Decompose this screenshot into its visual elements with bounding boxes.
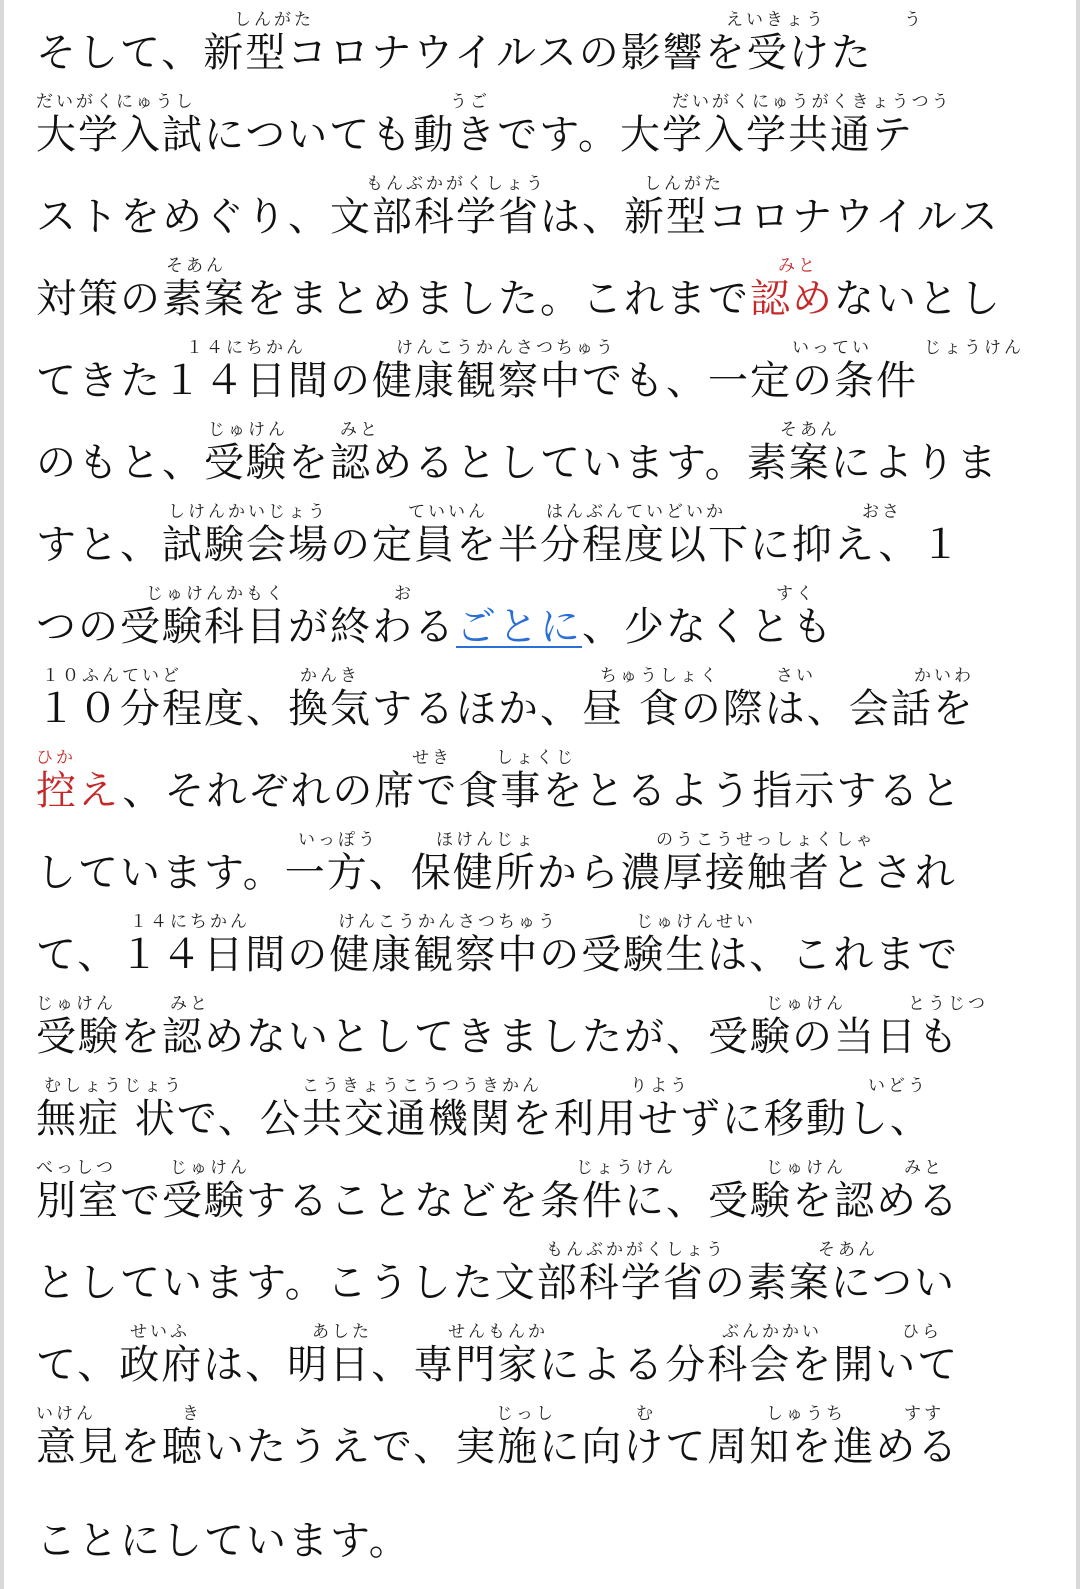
furigana: じゅけんかもく bbox=[146, 584, 286, 604]
line-text: としています。こうした文部科学省の素案につい bbox=[36, 1260, 956, 1306]
furigana: しけんかいじょう bbox=[168, 502, 328, 522]
furigana-emphasis: みと bbox=[778, 256, 818, 276]
line-text: 意見を聴いたうえで、実施に向けて周知を進める bbox=[36, 1424, 960, 1470]
furigana-emphasis: ひか bbox=[36, 748, 76, 768]
furigana: いけん bbox=[36, 1404, 96, 1424]
furigana: しょくじ bbox=[496, 748, 576, 768]
line-text: 別室で受験することなどを条件に、受験を認める bbox=[36, 1178, 960, 1224]
link-gotoni[interactable]: ごとに bbox=[456, 604, 582, 650]
furigana: １０ふんていど bbox=[42, 666, 182, 686]
article-line bbox=[36, 414, 1046, 496]
furigana: そあん bbox=[818, 1240, 878, 1260]
line-text: て、政府は、明日、専門家による分科会を開いて bbox=[36, 1342, 960, 1388]
article-line bbox=[36, 578, 1046, 660]
article-line bbox=[36, 824, 1046, 906]
article-line bbox=[36, 1398, 1046, 1480]
furigana: えいきょう bbox=[726, 10, 826, 30]
furigana: さい bbox=[776, 666, 816, 686]
furigana: う bbox=[904, 10, 924, 30]
furigana: むしょうじょう bbox=[44, 1076, 184, 1096]
furigana: みと bbox=[340, 420, 380, 440]
furigana: こうきょうこうつうきかん bbox=[302, 1076, 542, 1096]
furigana: ほけんじょ bbox=[436, 830, 536, 850]
furigana: １４にちかん bbox=[130, 912, 250, 932]
furigana: しんがた bbox=[644, 174, 724, 194]
line-text: ことにしています。 bbox=[36, 1518, 411, 1564]
furigana: みと bbox=[904, 1158, 944, 1178]
line-text: 受験を認めないとしてきましたが、受験の当日も bbox=[36, 1014, 960, 1060]
article-line bbox=[36, 332, 1046, 414]
furigana: べっしつ bbox=[36, 1158, 116, 1178]
line-text: １０分程度、換気するほか、昼 食の際は、会話を bbox=[36, 686, 975, 732]
furigana: けんこうかんさつちゅう bbox=[396, 338, 616, 358]
furigana: だいがくにゅうし bbox=[36, 92, 196, 112]
furigana: はんぶんていどいか bbox=[546, 502, 726, 522]
furigana: しんがた bbox=[234, 10, 314, 30]
article-line bbox=[36, 250, 1046, 332]
furigana: とうじつ bbox=[908, 994, 988, 1014]
furigana: いってい bbox=[792, 338, 872, 358]
furigana: いどう bbox=[868, 1076, 928, 1096]
article-line bbox=[36, 660, 1046, 742]
article-line bbox=[36, 1316, 1046, 1398]
article-line bbox=[36, 496, 1046, 578]
furigana: お bbox=[394, 584, 414, 604]
furigana: もんぶかがくしょう bbox=[546, 1240, 726, 1260]
furigana: せんもんか bbox=[448, 1322, 548, 1342]
furigana: そあん bbox=[780, 420, 840, 440]
furigana: き bbox=[182, 1404, 202, 1424]
line-text: てきた１４日間の健康観察中でも、一定の条件 bbox=[36, 358, 918, 404]
furigana: ていいん bbox=[408, 502, 488, 522]
emphasis-word: 認め bbox=[750, 276, 834, 322]
line-text: 無症 状で、公共交通機関を利用せずに移動し、 bbox=[36, 1096, 932, 1142]
article-line bbox=[36, 988, 1046, 1070]
furigana: すす bbox=[904, 1404, 945, 1424]
article-line bbox=[36, 906, 1046, 988]
line-text: しています。一方、保健所から濃厚接触者とされ bbox=[36, 850, 957, 896]
furigana: じゅけん bbox=[36, 994, 116, 1014]
furigana: じゅけん bbox=[170, 1158, 250, 1178]
furigana: じゅけん bbox=[766, 994, 846, 1014]
furigana: せいふ bbox=[130, 1322, 190, 1342]
article-line bbox=[36, 4, 1046, 86]
line-text: 控え、それぞれの席で食事をとるよう指示すると bbox=[36, 768, 963, 814]
furigana: だいがくにゅうがくきょうつう bbox=[672, 92, 952, 112]
furigana: ひら bbox=[902, 1322, 942, 1342]
article-line bbox=[36, 86, 1046, 168]
furigana: じゅけん bbox=[766, 1158, 846, 1178]
furigana: かんき bbox=[300, 666, 360, 686]
article-line bbox=[36, 168, 1046, 250]
line-text: ストをめぐり、文部科学省は、新型コロナウイルス bbox=[36, 194, 1000, 240]
article-line bbox=[36, 1152, 1046, 1234]
furigana: けんこうかんさつちゅう bbox=[338, 912, 558, 932]
line-text: のもと、受験を認めるとしています。素案によりま bbox=[36, 440, 999, 486]
furigana: じょうけん bbox=[576, 1158, 676, 1178]
furigana: １４にちかん bbox=[186, 338, 306, 358]
furigana: いっぽう bbox=[298, 830, 378, 850]
emphasis-word: 控え bbox=[36, 768, 123, 814]
article-line bbox=[36, 1492, 1046, 1574]
line-text: 大学入試についても動きです。大学入学共通テ bbox=[36, 112, 914, 158]
furigana: じっし bbox=[496, 1404, 556, 1424]
furigana: しゅうち bbox=[766, 1404, 846, 1424]
furigana: ぶんかかい bbox=[722, 1322, 822, 1342]
furigana: うご bbox=[450, 92, 490, 112]
article-line bbox=[36, 1234, 1046, 1316]
left-edge bbox=[0, 0, 4, 1589]
furigana: のうこうせっしょくしゃ bbox=[656, 830, 876, 850]
article-line bbox=[36, 742, 1046, 824]
line-text: て、１４日間の健康観察中の受験生は、これまで bbox=[36, 932, 960, 978]
line-text: 対策の素案をまとめました。これまで認めないとし bbox=[36, 276, 1002, 322]
furigana: すく bbox=[776, 584, 816, 604]
article-line bbox=[36, 1070, 1046, 1152]
furigana: あした bbox=[312, 1322, 372, 1342]
line-text: つの受験科目が終わるごとに、少なくとも bbox=[36, 604, 834, 650]
furigana: りよう bbox=[630, 1076, 690, 1096]
furigana: もんぶかがくしょう bbox=[366, 174, 546, 194]
furigana: せき bbox=[412, 748, 452, 768]
furigana: む bbox=[636, 1404, 656, 1424]
news-article bbox=[36, 0, 1046, 1574]
furigana: みと bbox=[170, 994, 210, 1014]
furigana: じょうけん bbox=[924, 338, 1024, 358]
right-edge bbox=[1076, 0, 1080, 1589]
furigana: じゅけん bbox=[208, 420, 288, 440]
furigana: そあん bbox=[166, 256, 226, 276]
line-text: そして、新型コロナウイルスの影響を受けた bbox=[36, 30, 873, 76]
line-text: すと、試験会場の定員を半分程度以下に抑え、１ bbox=[36, 522, 963, 568]
furigana: かいわ bbox=[914, 666, 974, 686]
furigana: おさ bbox=[862, 502, 902, 522]
furigana: ちゅうしょく bbox=[600, 666, 720, 686]
furigana: じゅけんせい bbox=[636, 912, 756, 932]
